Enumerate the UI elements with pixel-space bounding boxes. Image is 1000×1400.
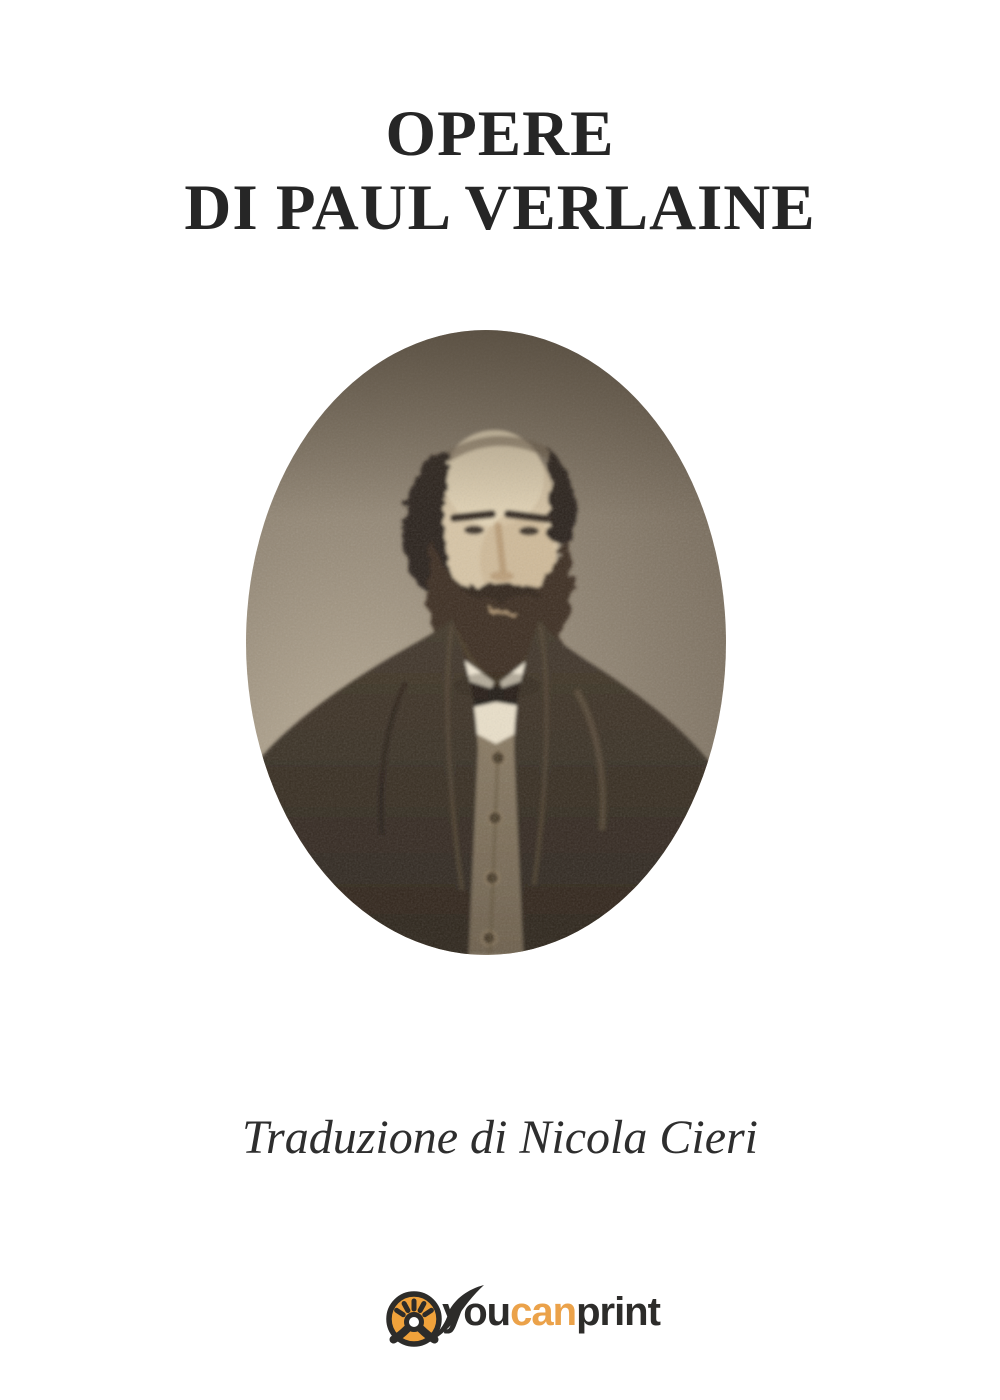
youcanprint-logo-icon — [380, 1277, 492, 1361]
wordmark-you: you — [442, 1290, 511, 1334]
book-title — [0, 97, 1000, 245]
translator-credit: Traduzione di Nicola Cieri — [241, 1111, 759, 1164]
hand-circle-icon — [380, 1277, 492, 1361]
check-swoosh — [435, 1285, 484, 1338]
book-title-line2: DI PAUL VERLAINE — [184, 172, 816, 244]
portrait-photo — [246, 330, 726, 955]
portrait-illustration — [246, 330, 726, 955]
wordmark-print: print — [576, 1290, 660, 1334]
photo-vignette — [246, 330, 726, 955]
wordmark-can: can — [510, 1290, 577, 1334]
book-title-line1: OPERE — [385, 98, 615, 170]
